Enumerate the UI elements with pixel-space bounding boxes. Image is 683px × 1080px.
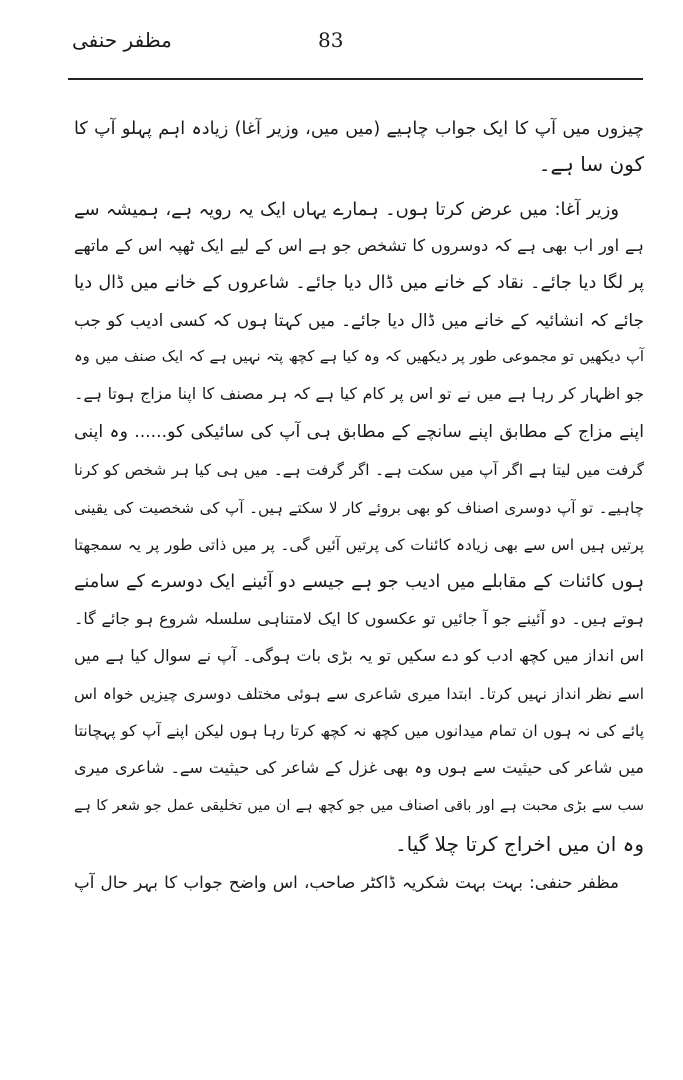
header-rule: [68, 78, 643, 80]
text-line: میں شاعر کی حیثیت سے ہوں وہ بھی غزل کے شاعر کی حیثیت سے۔ شاعری میری: [74, 758, 644, 777]
text-line: اس انداز میں کچھ ادب کو دے سکیں تو یہ بڑی بات ہوگی۔ آپ نے سوال کیا ہے میں: [74, 646, 644, 665]
text-line: اسے نظر انداز نہیں کرتا۔ ابتدا میری شاعری سے ہوئی مختلف دوسری چیزیں خواہ اس: [74, 685, 644, 703]
text-line: پر لگا دیا جائے۔ نقاد کے خانے میں ڈال دیا جائے۔ شاعروں کے خانے میں ڈال دیا: [74, 273, 644, 293]
running-header-author: مظفر حنفی: [72, 28, 172, 52]
text-line: پائے کی نہ ہوں ان تمام میدانوں میں کچھ نہ کچھ کرتا رہا ہوں لیکن اپنے آپ کو پہچانتا: [74, 722, 644, 740]
text-line: وہ ان میں اخراج کرتا چلا گیا۔: [394, 832, 644, 856]
text-line: پرتیں ہیں اس سے بھی زیادہ کائنات کی پرتیں آئیں گی۔ پر میں ذاتی طور پر یہ سمجھتا: [74, 536, 644, 554]
page-number: 83: [318, 28, 344, 52]
text-line: وزیر آغا: میں عرض کرتا ہوں۔ ہمارے یہاں ایک یہ رویہ ہے، ہمیشہ سے: [74, 199, 619, 220]
text-line: ہوں کائنات کے مقابلے میں ادیب جو ہے جیسے دو آئینے ایک دوسرے کے سامنے: [74, 572, 644, 592]
text-line: گرفت میں لیتا ہے اگر آپ میں سکت ہے۔ اگر گرفت ہے۔ میں ہی کیا ہر شخص کو کرنا: [74, 461, 644, 479]
text-line: آپ دیکھیں تو مجموعی طور پر دیکھیں کہ وہ کیا ہے کچھ پتہ نہیں ہے کہ ایک صنف میں وہ: [74, 348, 644, 365]
text-line: سب سے بڑی محبت ہے اور باقی اصناف میں جو کچھ ہے ان میں تخلیقی عمل جو شعر کا ہے: [74, 798, 644, 814]
text-line: ہوتے ہیں۔ دو آئینے جو آ جائیں تو عکسوں کا ایک لامتناہی سلسلہ شروع ہو جائے گا۔: [74, 609, 644, 628]
text-line: ہے اور اب بھی ہے کہ دوسروں کا تشخص جو ہے اس کے لیے ایک ٹھپہ اس کے ماتھے: [74, 236, 644, 255]
text-line: جو اظہار کر رہا ہے میں نے تو اس پر کام کیا ہے کہ ہر مصنف کا اپنا مزاج ہوتا ہے۔: [74, 384, 644, 403]
text-line: کون سا ہے۔: [538, 152, 644, 176]
text-line: جائے کہ انشائیہ کے خانے میں ڈال دیا جائے۔ میں کہتا ہوں کہ کسی ادیب کو جب: [74, 310, 644, 330]
text-line: چیزوں میں آپ کا ایک جواب چاہیے (میں میں، وزیر آغا) زیادہ اہم پہلو آپ کا: [74, 119, 644, 139]
text-line: چاہیے۔ تو آپ دوسری اصناف کو بھی بروئے کار لا سکتے ہیں۔ آپ کی شخصیت کی یقینی: [74, 499, 644, 517]
text-line: مظفر حنفی: بہت بہت شکریہ ڈاکٹر صاحب، اس واضح جواب کا بہر حال آپ: [74, 872, 619, 892]
text-line: اپنے مزاج کے مطابق اپنے سانچے کے مطابق ہی آپ کی سائیکی کو...... وہ اپنی: [74, 422, 644, 442]
